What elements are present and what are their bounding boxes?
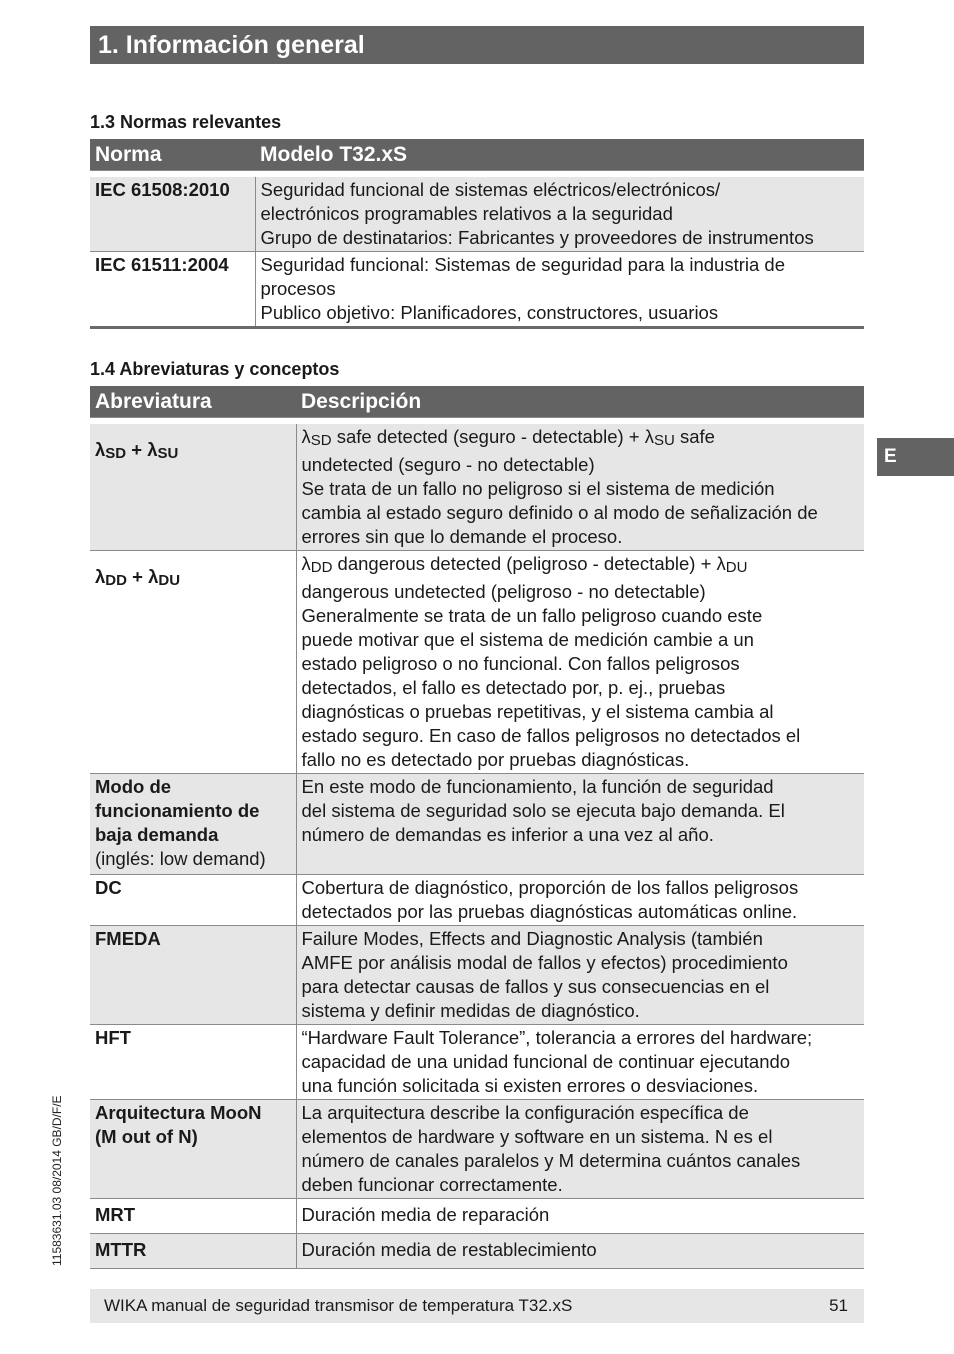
table-row	[90, 424, 864, 551]
standard-description	[255, 177, 864, 252]
abbr-description	[296, 926, 864, 1025]
desc-line: La arquitectura describe la configuración específica de	[301, 1102, 749, 1123]
header-descripcion: Descripción	[296, 386, 864, 418]
abbr-lambda-dd-du: $\lambda_{DD} + \lambda_{DU}$	[90, 551, 296, 774]
table-row	[90, 252, 864, 328]
abbr-description: Duración media de restablecimiento	[296, 1234, 864, 1269]
desc-line: Publico objetivo: Planificadores, constructores, usuarios	[260, 302, 719, 323]
document-code: 11583631.03 08/2014 GB/D/F/E	[50, 1095, 64, 1266]
desc-line: Cobertura de diagnóstico, proporción de los fallos peligrosos	[301, 877, 799, 898]
desc-line: para detectar causas de fallos y sus consecuencias en el	[301, 976, 770, 997]
abbr-description: Duración media de reparación	[296, 1199, 864, 1234]
desc-line: undetected (seguro - no detectable)	[301, 454, 595, 475]
desc-line: dangerous undetected (peligroso - no detectable)	[301, 581, 706, 602]
abbr-fmeda: FMEDA	[90, 926, 296, 1025]
table-row	[90, 551, 864, 774]
abbr-hft: HFT	[90, 1025, 296, 1100]
desc-line: $\lambda_{SD}$ safe detected (seguro - detectable) + $\lambda_{SU}$ safe	[301, 426, 715, 449]
desc-line: Generalmente se trata de un fallo peligroso cuando este	[301, 605, 763, 626]
standards-table	[90, 139, 864, 329]
desc-line: número de demandas es inferior a una vez al año.	[301, 824, 714, 845]
header-modelo: Modelo T32.xS	[255, 139, 864, 171]
desc-line: fallo no es detectado por pruebas diagnósticas.	[301, 749, 690, 770]
desc-line: Seguridad funcional: Sistemas de seguridad para la industria de	[260, 254, 785, 275]
desc-line: detectados por las pruebas diagnósticas automáticas online.	[301, 901, 798, 922]
abbr-description	[296, 774, 864, 875]
desc-line: electrónicos programables relativos a la seguridad	[260, 203, 673, 224]
table-header-row	[90, 386, 864, 418]
desc-line: Se trata de un fallo no peligroso si el sistema de medición	[301, 478, 775, 499]
abbr-dc: DC	[90, 875, 296, 926]
abbreviations-table	[90, 386, 864, 1269]
page-footer	[90, 1289, 864, 1323]
section-title-abreviaturas: 1.4 Abreviaturas y conceptos	[90, 359, 340, 379]
desc-line: elementos de hardware y software en un sistema. N es el	[301, 1126, 773, 1147]
abbr-mrt: MRT	[90, 1199, 296, 1234]
desc-line: del sistema de seguridad solo se ejecuta bajo demanda. El	[301, 800, 785, 821]
desc-line: errores sin que lo demande el proceso.	[301, 526, 623, 547]
desc-line: “Hardware Fault Tolerance”, tolerancia a errores del hardware;	[301, 1027, 813, 1048]
abbr-description	[296, 875, 864, 926]
table-row	[90, 774, 864, 875]
desc-line: Failure Modes, Effects and Diagnostic Analysis (también	[301, 928, 763, 949]
desc-line: diagnósticas o pruebas repetitivas, y el sistema cambia al	[301, 701, 774, 722]
header-norma: Norma	[90, 139, 255, 171]
desc-line: cambia al estado seguro definido o al modo de señalización de	[301, 502, 818, 523]
table-header-row	[90, 139, 864, 171]
section-title-normas: 1.3 Normas relevantes	[90, 112, 282, 132]
desc-line: una función solicitada si existen errores o desviaciones.	[301, 1075, 759, 1096]
abbr-low-demand: Modo de funcionamiento de baja demanda (inglés: low demand)	[90, 774, 296, 875]
abbr-lambda-sd-su: $\lambda_{SD} + \lambda_{SU}$	[90, 424, 296, 551]
desc-line: Seguridad funcional de sistemas eléctricos/electrónicos/	[260, 179, 721, 200]
standard-name: IEC 61511:2004	[90, 252, 255, 328]
abbr-description	[296, 551, 864, 774]
table-row	[90, 1199, 864, 1234]
page-number: 51	[829, 1296, 848, 1315]
table-row	[90, 875, 864, 926]
desc-line: número de canales paralelos y M determina cuántos canales	[301, 1150, 801, 1171]
desc-line: deben funcionar correctamente.	[301, 1174, 563, 1195]
desc-line: sistema y definir medidas de diagnóstico.	[301, 1000, 640, 1021]
standard-description	[255, 252, 864, 328]
desc-line: estado seguro. En caso de fallos peligrosos no detectados el	[301, 725, 801, 746]
desc-line: puede motivar que el sistema de medición cambie a un	[301, 629, 754, 650]
table-row	[90, 1025, 864, 1100]
header-abreviatura: Abreviatura	[90, 386, 296, 418]
table-row	[90, 926, 864, 1025]
abbr-mttr: MTTR	[90, 1234, 296, 1269]
language-tab: E	[877, 438, 954, 476]
table-row	[90, 1100, 864, 1199]
desc-line: AMFE por análisis modal de fallos y efectos) procedimiento	[301, 952, 788, 973]
chapter-title: 1. Información general	[90, 26, 864, 64]
desc-line: Grupo de destinatarios: Fabricantes y proveedores de instrumentos	[260, 227, 814, 248]
footer-text: WIKA manual de seguridad transmisor de temperatura T32.xS	[104, 1296, 573, 1315]
abbr-description	[296, 1100, 864, 1199]
desc-line: detectados, el fallo es detectado por, p. ej., pruebas	[301, 677, 726, 698]
desc-line: En este modo de funcionamiento, la función de seguridad	[301, 776, 774, 797]
abbr-moon: Arquitectura MooN (M out of N)	[90, 1100, 296, 1199]
abbr-description	[296, 424, 864, 551]
desc-line: estado peligroso o no funcional. Con fallos peligrosos	[301, 653, 740, 674]
desc-line: $\lambda_{DD}$ dangerous detected (peligroso - detectable) + $\lambda_{DU}$	[301, 553, 748, 576]
desc-line: capacidad de una unidad funcional de continuar ejecutando	[301, 1051, 791, 1072]
table-row	[90, 1234, 864, 1269]
table-row	[90, 177, 864, 252]
standard-name: IEC 61508:2010	[90, 177, 255, 252]
abbr-description	[296, 1025, 864, 1100]
desc-line: procesos	[260, 278, 336, 299]
